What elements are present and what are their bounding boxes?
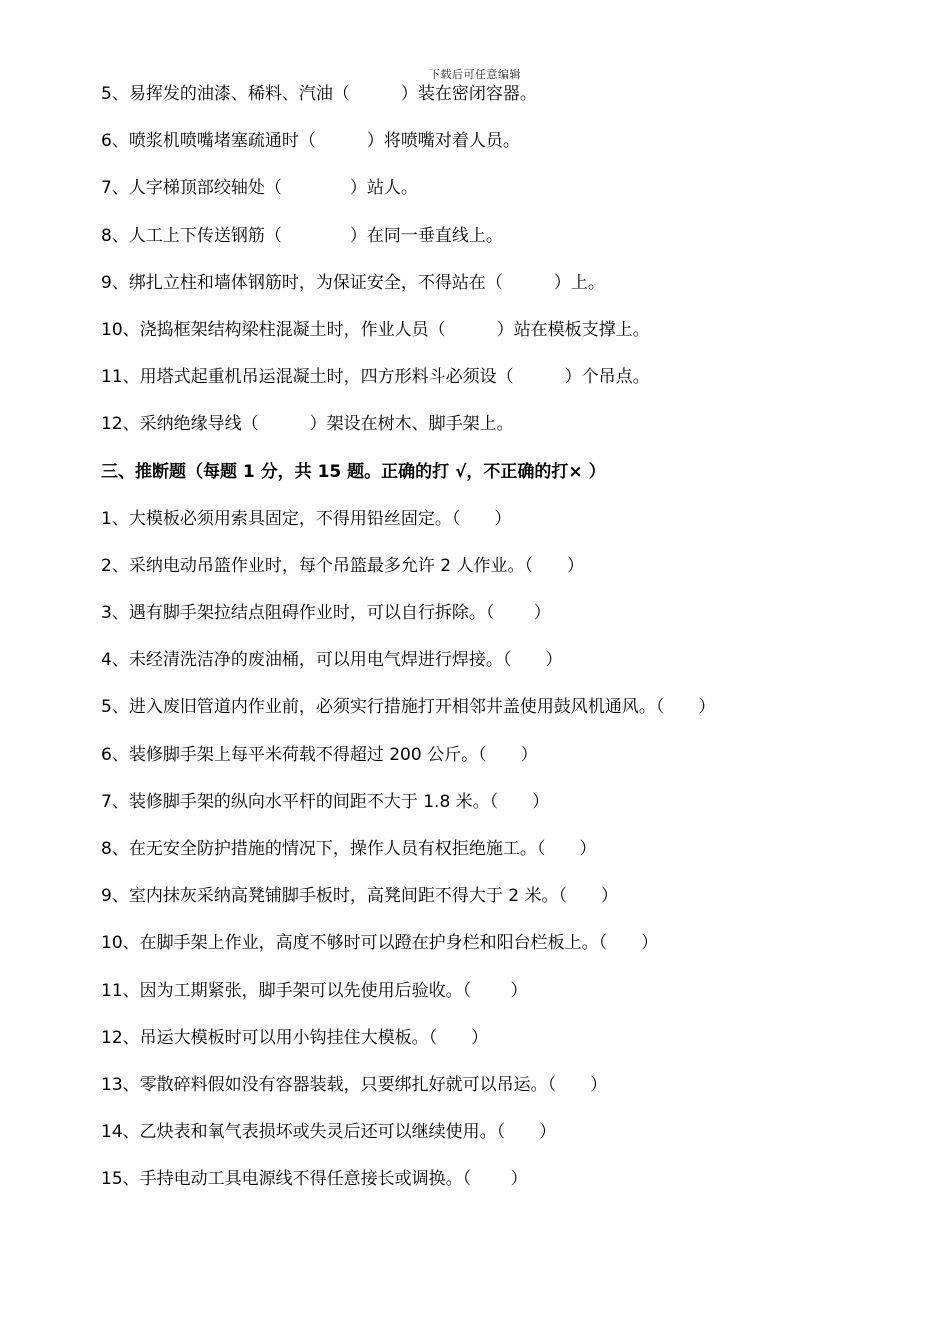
judgment-item-13: 13、零散碎料假如没有容器装载，只要绑扎好就可以吊运。（ ） bbox=[101, 1074, 608, 1095]
judgment-item-5: 5、进入废旧管道内作业前，必须实行措施打开相邻井盖使用鼓风机通风。（ ） bbox=[101, 697, 716, 718]
judgment-item-2: 2、采纳电动吊篮作业时，每个吊篮最多允许 2 人作业。（ ） bbox=[101, 555, 584, 576]
fill-in-item-12: 12、采纳绝缘导线（ ）架设在树木、脚手架上。 bbox=[101, 414, 514, 435]
judgment-item-14: 14、乙炔表和氧气表损坏或失灵后还可以继续使用。（ ） bbox=[101, 1122, 557, 1143]
judgment-item-6: 6、装修脚手架上每平米荷载不得超过 200 公斤。（ ） bbox=[101, 744, 538, 765]
judgment-item-9: 9、室内抹灰采纳高凳铺脚手板时，高凳间距不得大于 2 米。（ ） bbox=[101, 886, 618, 907]
judgment-item-7: 7、装修脚手架的纵向水平杆的间距不大于 1.8 米。（ ） bbox=[101, 791, 550, 812]
fill-in-item-10: 10、浇捣框架结构梁柱混凝土时，作业人员（ ）站在模板支撑上。 bbox=[101, 319, 650, 340]
header-watermark: 下载后可任意编辑 bbox=[429, 68, 521, 81]
fill-in-item-11: 11、用塔式起重机吊运混凝土时，四方形料斗必须设（ ）个吊点。 bbox=[101, 367, 650, 388]
judgment-item-3: 3、遇有脚手架拉结点阻碍作业时，可以自行拆除。（ ） bbox=[101, 603, 551, 624]
judgment-item-1: 1、大模板必须用索具固定，不得用铅丝固定。（ ） bbox=[101, 508, 512, 529]
judgment-item-4: 4、未经清洗洁净的废油桶，可以用电气焊进行焊接。（ ） bbox=[101, 650, 563, 671]
judgment-item-10: 10、在脚手架上作业，高度不够时可以蹬在护身栏和阳台栏板上。（ ） bbox=[101, 933, 659, 954]
fill-in-item-8: 8、人工上下传送钢筋（ ）在同一垂直线上。 bbox=[101, 225, 503, 246]
judgment-item-15: 15、手持电动工具电源线不得任意接长或调换。（ ） bbox=[101, 1169, 528, 1190]
section-heading-judgment: 三、推断题（每题 1 分，共 15 题。正确的打 √，不正确的打× ） bbox=[101, 461, 606, 482]
fill-in-item-9: 9、绑扎立柱和墙体钢筋时，为保证安全，不得站在（ ）上。 bbox=[101, 272, 605, 293]
document-body bbox=[101, 80, 921, 1213]
fill-in-item-5: 5、易挥发的油漆、稀料、汽油（ ）装在密闭容器。 bbox=[101, 84, 537, 104]
fill-in-item-6: 6、喷浆机喷嘴堵塞疏通时（ ）将喷嘴对着人员。 bbox=[101, 131, 520, 152]
judgment-item-8: 8、在无安全防护措施的情况下，操作人员有权拒绝施工。（ ） bbox=[101, 839, 597, 859]
judgment-item-11: 11、因为工期紧张，脚手架可以先使用后验收。（ ） bbox=[101, 980, 528, 1001]
judgment-item-12: 12、吊运大模板时可以用小钩挂住大模板。（ ） bbox=[101, 1027, 489, 1048]
fill-in-item-7: 7、人字梯顶部绞轴处（ ）站人。 bbox=[101, 178, 418, 199]
